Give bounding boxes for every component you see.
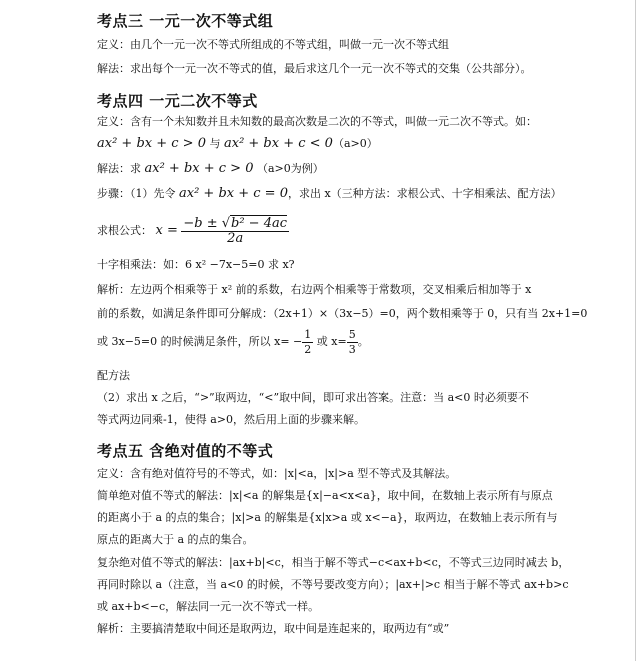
analysis-line-3	[97, 327, 369, 357]
complex-abs-line-3: 或 ax+b<−c，解法同一元一次不等式一样。	[97, 600, 320, 613]
root-formula-lhs: x =	[155, 223, 178, 238]
step2-line-1: （2）求出 x 之后，“>”取两边，“<”取中间，即可求出答案。注意：当 a<0 时必须要不	[97, 391, 529, 404]
fraction-one-half	[302, 328, 313, 357]
fraction-five-thirds	[347, 328, 358, 357]
root-formula-fraction	[181, 217, 289, 246]
step2-line-2: 等式两边同乘-1，使得 a>0，然后用上面的步骤来解。	[97, 413, 365, 426]
analysis3-mid: 或 x=	[313, 335, 347, 348]
analysis3-prefix: 或 3x−5=0 的时候满足条件，所以 x= −	[97, 335, 303, 348]
root-formula-numerator	[181, 217, 289, 232]
root-formula-line	[97, 214, 289, 248]
section-title-kaodian-5: 考点五 含绝对值的不等式	[97, 442, 274, 460]
formula-solve-target: ax² + bx + c > 0	[144, 161, 254, 176]
root-formula-label: 求根公式：	[97, 224, 152, 237]
analysis-line-2: 前的系数，如满足条件即可分解成：（2x+1）×（3x−5）=0，两个数相乘等于 0，只有当 2x+1=0	[97, 307, 588, 320]
fraction-one-half-den: 2	[304, 342, 312, 356]
simple-abs-line-3: 原点的距离大于 a 的点的集合。	[97, 533, 254, 546]
s5-analysis: 解析：主要搞清楚取中间还是取两边，取中间是连起来的，取两边有“或”	[97, 622, 450, 635]
s5-definition: 定义：含有绝对值符号的不等式，如：|x|<a，|x|>a 型不等式及其解法。	[97, 467, 457, 480]
simple-abs-line-1: 简单绝对值不等式的解法：|x|<a 的解集是{x|−a<x<a}，取中间，在数轴上表示所有与原点	[97, 489, 553, 502]
step-postfix: ，求出 x（三种方法：求根公式、十字相乘法、配方法）	[287, 187, 562, 200]
condition-a-positive: （a>0）	[332, 137, 378, 150]
fraction-five-thirds-den: 3	[348, 342, 356, 356]
complex-abs-line-1: 复杂绝对值不等式的解法：|ax+b|<c，相当于解不等式−c<ax+b<c，不等式三边同时减去 b，	[97, 556, 570, 569]
formula-quadratic-gt: ax² + bx + c > 0	[97, 136, 206, 151]
formula-quadratic-lt: ax² + bx + c < 0	[223, 136, 333, 151]
s3-solution: 解法：求出每个一元一次不等式的值，最后求这几个一元一次不等式的交集（公共部分）。	[97, 62, 532, 75]
root-formula-num-text: −b ± √	[183, 215, 231, 231]
root-formula-denominator: 2a	[227, 230, 244, 246]
fraction-one-half-num: 1	[304, 327, 312, 341]
section-title-kaodian-3: 考点三 一元一次不等式组	[97, 12, 274, 30]
cross-multiplication-example: 十字相乘法：如：6 x² −7x−5=0 求 x?	[97, 258, 295, 271]
s4-step-line	[97, 187, 562, 201]
complex-abs-line-2: 再同时除以 a（注意，当 a<0 的时候，不等号要改变方向）；|ax+|>c 相当于解不等式 ax+b>c	[97, 578, 569, 591]
completing-square-label: 配方法	[97, 369, 130, 382]
analysis3-end: 。	[357, 335, 369, 348]
solution-prefix: 解法：求	[97, 162, 145, 175]
step-prefix: 步骤：（1）先令	[97, 187, 179, 200]
root-formula-radicand: b² − 4ac	[231, 215, 288, 231]
s3-definition: 定义：由几个一元一次不等式所组成的不等式组，叫做一元一次不等式组	[97, 38, 449, 51]
solution-condition: （a>0为例）	[253, 162, 324, 175]
text-and: 与	[205, 137, 224, 150]
section-title-kaodian-4: 考点四 一元二次不等式	[97, 92, 258, 110]
s4-solution-line	[97, 162, 324, 176]
fraction-five-thirds-num: 5	[348, 327, 356, 341]
s4-definition: 定义：含有一个未知数并且未知数的最高次数是二次的不等式，叫做一元二次不等式。如：	[97, 115, 537, 128]
s4-example-line	[97, 137, 378, 151]
formula-equation: ax² + bx + c = 0	[179, 186, 288, 201]
simple-abs-line-2: 的距离小于 a 的点的集合；|x|>a 的解集是{x|x>a 或 x<−a}，取两边，在数轴上表示所有与	[97, 511, 558, 524]
analysis-line-1: 解析：左边两个相乘等于 x² 前的系数，右边两个相乘等于常数项，交叉相乘后相加等于 x	[97, 283, 532, 296]
